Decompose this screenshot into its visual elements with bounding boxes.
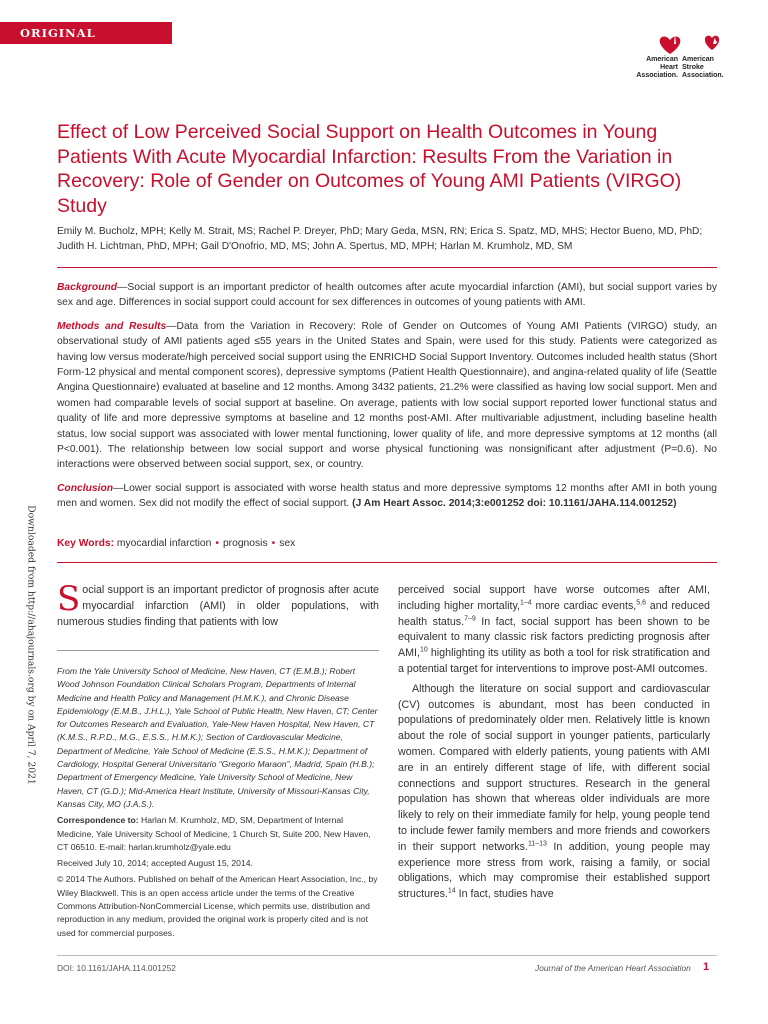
- keyword: sex: [279, 538, 296, 549]
- background-text: —Social support is an important predictor of health outcomes after acute myocardial infarction (AMI), but social support varies by sex and age. Differences in social support could account for sex differences in outcomes of young patients with AMI.: [57, 282, 717, 309]
- aha-asa-logo: [620, 32, 750, 82]
- left-column-intro: [57, 579, 379, 630]
- abstract-conclusion: [57, 481, 717, 512]
- received-dates: Received July 10, 2014; accepted August 15, 2014.: [57, 858, 253, 869]
- conclusion-label: Conclusion: [57, 482, 114, 494]
- divider-abstract-end: [57, 562, 717, 563]
- keywords-label: Key Words:: [57, 538, 115, 549]
- text-run: In addition, young people may experience more stress from work, raising a family, or social obligations, which may compromise their established support structures.: [398, 840, 710, 901]
- citation-ref[interactable]: 1–4: [520, 599, 532, 607]
- correspondence-label: Correspondence to:: [57, 815, 139, 826]
- asa-word-1: American: [682, 56, 714, 63]
- asa-wordmark: [682, 56, 742, 80]
- affiliation-divider: [57, 650, 379, 651]
- author-list: Emily M. Bucholz, MPH; Kelly M. Strait, MS; Rachel P. Dreyer, PhD; Mary Geda, MSN, RN; Erica S. Spatz, MD, MHS; Hector Bueno, MD, PhD; Judith H. Lichtman, PhD, MPH; Gail D'Onofrio, MD, MS; John A. Spertus, MD, MPH; Harlan M. Krumholz, MD, SM: [57, 226, 703, 252]
- heart-torch-icon: [620, 32, 750, 58]
- correspondence: [57, 814, 379, 854]
- license: © 2014 The Authors. Published on behalf of the American Heart Association, Inc., by Wiley Blackwell. This is an open access article under the terms of the Creative Commons Attribution-NonCommercial License, which permits use, distribution and reproduction in any medium, provided the original work is properly cited and is not used for commercial purposes.: [57, 874, 378, 938]
- page-footer: [57, 963, 717, 973]
- conclusion-text: —Lower social support is associated with worse health status and more depressive symptoms 12 months after AMI in both young men and women. Sex did not modify the effect of social support.: [57, 482, 717, 510]
- text-run: Although the literature on social support and cardiovascular (CV) outcomes is abundant, most has been conducted in populations of predominately older men. Relatively little is known about the role of social support in younger patients, particularly women. Compared with elderly patients, young patients with AMI are in an entirely different stage of life, with different social connections and support structures. Research in the general population has shown that whereas older individuals are more likely to rely on their immediate family for help, young people tend to include fewer family members and more friends and coworkers in their support networks.: [398, 682, 710, 853]
- aha-word-1: American: [646, 56, 678, 63]
- section-banner: ORIGINAL RESEARCH: [0, 22, 172, 44]
- text-run: highlighting its utility as both a tool for risk stratification and a potential target for interventions to improve post-AMI outcomes.: [398, 647, 710, 675]
- aha-word-3: Association.: [636, 72, 678, 79]
- citation-ref[interactable]: 7–9: [464, 615, 476, 623]
- text-run: and reduced health status.: [398, 599, 710, 628]
- citation: (J Am Heart Assoc. 2014;3:e001252 doi: 10.1161/JAHA.114.001252): [352, 498, 677, 510]
- text-run: perceived social support have worse outcomes after AMI, including higher mortality,: [398, 584, 710, 612]
- divider-top: [57, 267, 717, 268]
- citation-ref[interactable]: 11–13: [527, 840, 547, 848]
- footer-journal: Journal of the American Heart Association: [535, 963, 691, 973]
- citation-ref[interactable]: 5,6: [636, 599, 646, 607]
- citation-ref[interactable]: 10: [419, 646, 428, 654]
- affiliations: From the Yale University School of Medicine, New Haven, CT (E.M.B.); Robert Wood Johnson Foundation Clinical Scholars Program, Departments of Internal Medicine and Health Policy and Management (H.M.K.), and Chronic Disease Epidemiology (E.M.B., J.H.L.), Yale School of Public Health, New Haven, CT; Center for Outcomes Research and Evaluation, Yale-New Haven Hospital, New Haven, CT (K.M.S., R.P.D., M.G., E.S.S., H.M.K.); Section of Cardiovascular Medicine, Department of Medicine, Yale School of Medicine (E.S.S., H.M.K.); Department of Cardiology, Hospital General Universitario “Gregorio Maraon”, Madrid, Spain (H.B.); Department of Emergency Medicine, Yale University School of Medicine, New Haven, CT (G.D.); Mid-America Heart Institute, University of Missouri-Kansas City, Kansas City, MO (J.A.S.).: [57, 666, 378, 809]
- methods-label: Methods and Results: [57, 320, 167, 332]
- text-run: In fact, studies have: [455, 888, 554, 901]
- abstract: [57, 280, 717, 520]
- abstract-background: [57, 280, 717, 311]
- background-label: Background: [57, 282, 118, 293]
- asa-word-3: Association.: [682, 72, 724, 79]
- citation-ref[interactable]: 14: [447, 887, 456, 895]
- bullet-icon: •: [271, 538, 276, 549]
- footer-doi[interactable]: DOI: 10.1161/JAHA.114.001252: [57, 963, 176, 973]
- right-paragraph-1: [398, 583, 710, 678]
- download-watermark: [24, 505, 38, 785]
- affiliations-block: [57, 665, 379, 943]
- right-paragraph-2: [398, 682, 710, 903]
- text-run: more cardiac events,: [531, 599, 637, 612]
- download-note[interactable]: Downloaded from http://ahajournals.org by on April 7, 2021: [25, 505, 37, 785]
- correspondence-text: Harlan M. Krumholz, MD, SM, Department of Internal Medicine, Yale University School of Medicine, 1 Church St, Suite 200, New Haven, CT 06510. E-mail: harlan.krumholz@yale.edu: [57, 815, 371, 852]
- asa-word-2: Stroke: [682, 64, 704, 71]
- page-number: 1: [703, 961, 710, 973]
- intro-text: ocial support is an important predictor of prognosis after acute myocardial infarction (AMI) in older populations, with numerous studies finding that patients with low: [57, 584, 379, 628]
- keyword: prognosis: [222, 538, 268, 549]
- aha-wordmark: [620, 56, 678, 80]
- text-run: In fact, social support has been shown to be equivalent to many classic risk factors predicting prognosis after AMI,: [398, 615, 710, 660]
- aha-word-2: Heart: [660, 64, 678, 71]
- keywords: [57, 538, 717, 549]
- keyword: myocardial infarction: [116, 538, 212, 549]
- drop-cap: S: [57, 579, 81, 619]
- right-column: [398, 583, 710, 903]
- abstract-methods: [57, 319, 717, 473]
- methods-text: —Data from the Variation in Recovery: Role of Gender on Outcomes of Young AMI Patients (VIRGO) study, an observational study of AMI patients aged ≤55 years in the United States and Spain, were used for this study. Patients were categorized as having low versus moderate/high perceived social support using the ENRICHD Social Support Inventory. Outcomes included health status (Short Form-12 physical and mental component scores), depressive symptoms (Patient Health Questionnaire), and angina-related quality of life (Seattle Angina Questionnaire) evaluated at baseline and 12 months. Among 3432 patients, 21.2% were classified as having low social support. Men and women had comparable levels of social support at baseline. On average, patients with low social support reported lower functional status and quality of life and more depressive symptoms at baseline and 12 months post-AMI. After multivariable adjustment, including baseline health status, low social support was associated with lower mental functioning, lower quality of life, and more depressive symptoms at 12 months (all P<0.001). The relationship between low social support and worse physical functioning was nonsignificant after adjustment (P=0.6). No interactions were observed between social support, sex, or country.: [57, 320, 717, 471]
- bullet-icon: •: [215, 538, 219, 549]
- footer-divider: [57, 955, 717, 956]
- article-title: Effect of Low Perceived Social Support on Health Outcomes in Young Patients With Acute Myocardial Infarction: Results From the Variation in Recovery: Role of Gender on Outcomes of Young AMI Patients (VIRGO) Study: [57, 121, 682, 217]
